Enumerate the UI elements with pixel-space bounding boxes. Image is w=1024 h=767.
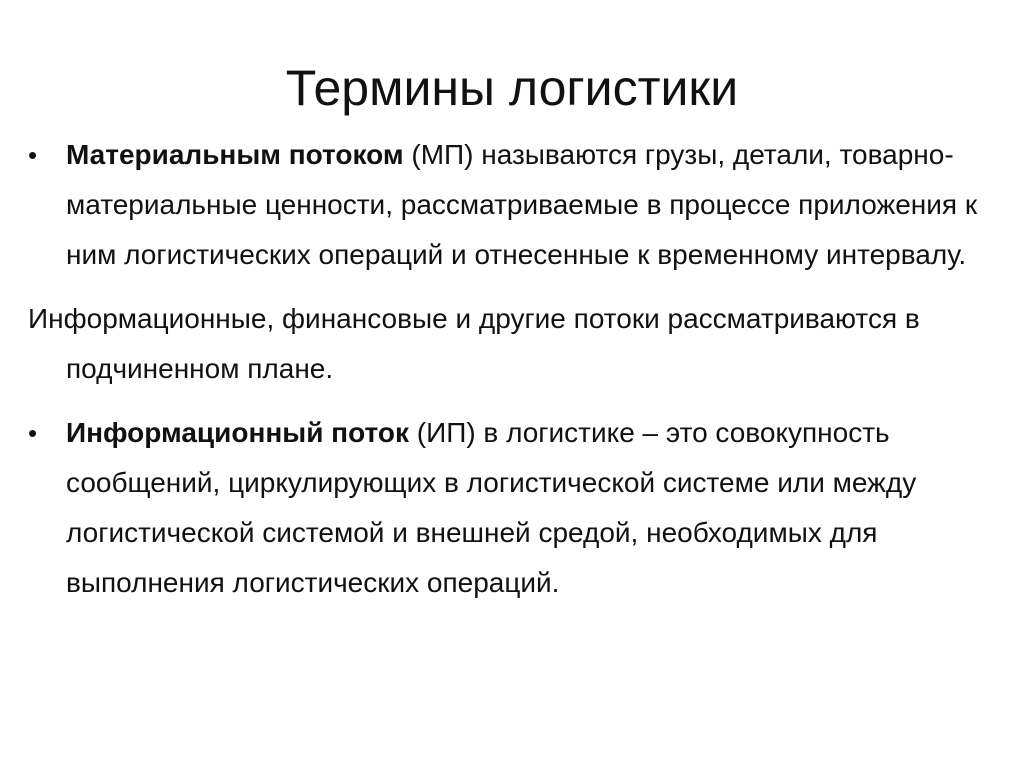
bullet-paragraph-information-flow (28, 408, 1003, 608)
definition-information-flow: (ИП) в логистике – это совокупность сообщений, циркулирующих в логистической системе или между логистической системой и внешней средой, необходимых для выполнения логистических операций. (66, 417, 917, 598)
bullet-paragraph-material-flow (28, 130, 1003, 280)
definition-material-flow: (МП) называются грузы, детали, товарно-материальные ценности, рассматриваемые в процессе приложения к ним логистических операций и отнесенные к временному интервалу. (66, 139, 978, 270)
term-material-flow: Материальным потоком (66, 139, 404, 170)
bullet-icon: • (28, 140, 38, 170)
paragraph-other-flows: Информационные, финансовые и другие потоки рассматриваются в подчиненном плане. (28, 303, 920, 384)
slide-title: Термины логистики (285, 60, 739, 116)
slide-body (28, 130, 1003, 622)
term-information-flow: Информационный поток (66, 417, 409, 448)
bullet-icon: • (28, 418, 38, 448)
